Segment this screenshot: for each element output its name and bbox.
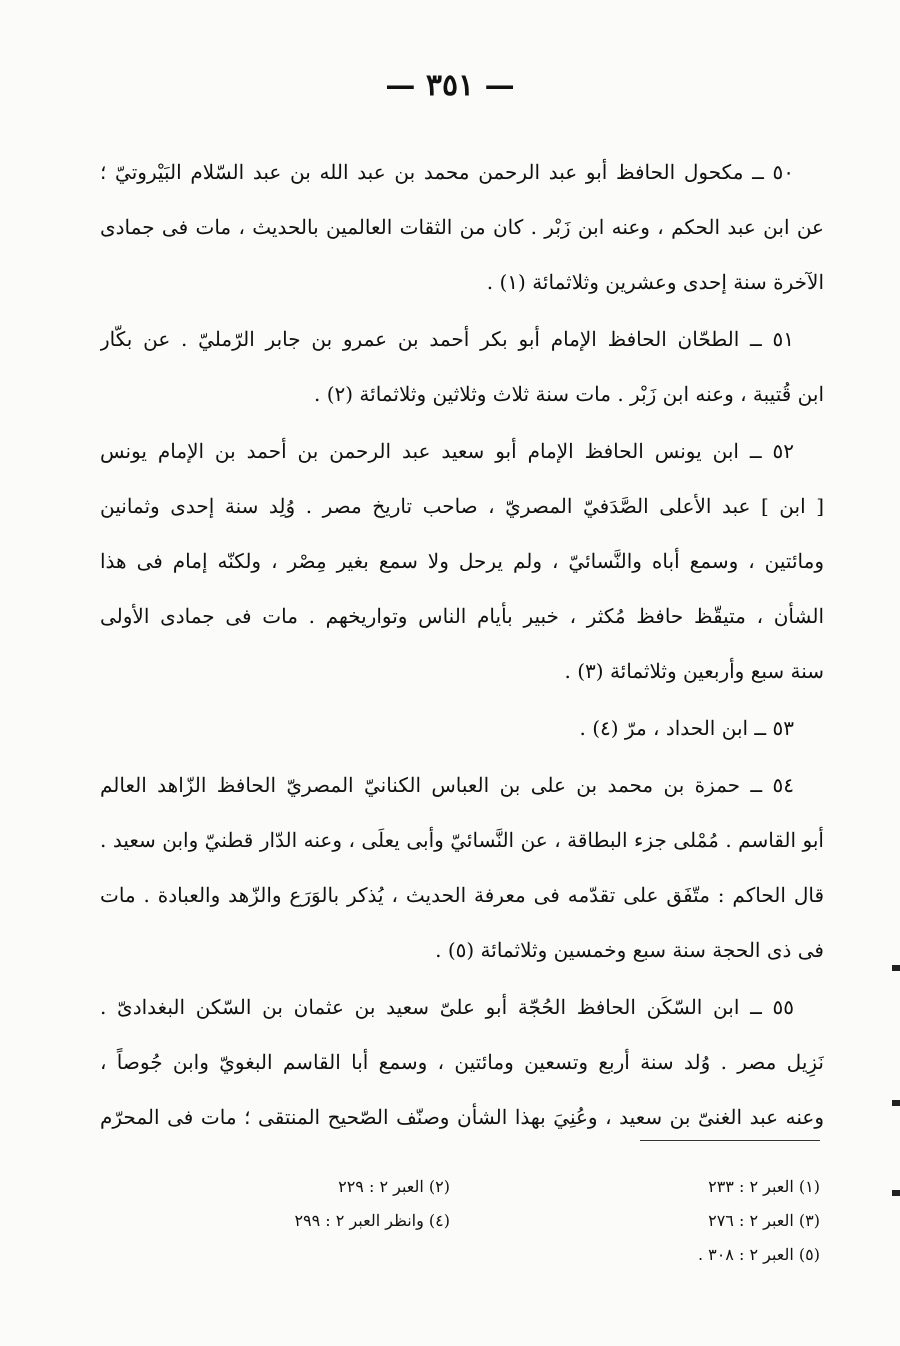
text-line: ٥١ ــ الطحّان الحافظ الإمام أبو بكر أحمد بن عمرو بن جابر الرّمليّ . عن بكّار [100, 327, 794, 351]
footnote-4: (٤) وانظر العبر ٢ : ٢٩٩ [294, 1211, 450, 1230]
footnote-1: (١) العبر ٢ : ٢٣٣ [708, 1177, 820, 1196]
footnotes-right-column [620, 1170, 820, 1272]
text-line: [ ابن ] عبد الأعلى الصَّدَفيّ المصريّ ، صاحب تاريخ مصر . وُلِد سنة إحدى وثمانين [100, 494, 824, 518]
text-line: ٥٣ ــ ابن الحداد ، مرّ (٤) . [579, 716, 794, 740]
entry-50 [100, 145, 824, 310]
page-number: — ٣٥١ — [385, 68, 515, 103]
text-line: ٥٤ ــ حمزة بن محمد بن على بن العباس الكنانيّ المصريّ الحافظ الزّاهد العالم [100, 773, 794, 797]
text-line: قال الحاكم : متّفَق على تقدّمه فى معرفة الحديث ، يُذكر بالوَرَع والزّهد والعبادة . مات [100, 883, 824, 907]
text-line: ٥٠ ــ مكحول الحافظ أبو عبد الرحمن محمد بن عبد الله بن عبد السّلام البَيْروتيّ ؛ [100, 160, 794, 184]
scan-edge-mark [892, 1100, 900, 1106]
text-line: ٥٥ ــ ابن السّكَن الحافظ الحُجّة أبو علىّ سعيد بن عثمان بن السّكن البغدادىّ . [100, 995, 794, 1019]
text-line: عن ابن عبد الحكم ، وعنه ابن زَبْر . كان من الثقات العالمين بالحديث ، مات فى جمادى [100, 215, 824, 239]
text-line: ابن قُتيبة ، وعنه ابن زَبْر . مات سنة ثلاث وثلاثين وثلاثمائة (٢) . [313, 382, 824, 406]
scan-edge-mark [892, 965, 900, 971]
text-line: وعنه عبد الغنىّ بن سعيد ، وعُنِيَ بهذا الشأن وصنّف الصّحيح المنتقى ؛ مات فى المحرّم [100, 1105, 824, 1129]
text-line: الشأن ، متيقّظ حافظ مُكثر ، خبير بأيام الناس وتواريخهم . مات فى جمادى الأولى [100, 604, 824, 628]
text-line: نَزِيل مصر . وُلد سنة أربع وتسعين ومائتين ، وسمع أبا القاسم البغويّ وابن جُوصاً ، [100, 1050, 824, 1074]
main-text [100, 145, 824, 1147]
footnote-2: (٢) العبر ٢ : ٢٢٩ [338, 1177, 450, 1196]
entry-51 [100, 312, 824, 422]
entry-52 [100, 424, 824, 699]
text-line: فى ذى الحجة سنة سبع وخمسين وثلاثمائة (٥) . [435, 938, 824, 962]
text-line: أبو القاسم . مُمْلى جزء البطاقة ، عن النَّسائيّ وأبى يعلَى ، وعنه الدّار قطنيّ وابن سعيد . [100, 828, 824, 852]
entry-54 [100, 758, 824, 978]
footnote-3: (٣) العبر ٢ : ٢٧٦ [708, 1211, 820, 1230]
entry-53 [100, 701, 824, 756]
entry-55 [100, 980, 824, 1145]
scan-edge-mark [892, 1190, 900, 1196]
text-line: الآخرة سنة إحدى وعشرين وثلاثمائة (١) . [486, 270, 824, 294]
footnote-divider [640, 1140, 820, 1141]
footnote-5: (٥) العبر ٢ : ٣٠٨ . [697, 1245, 820, 1264]
text-line: سنة سبع وأربعين وثلاثمائة (٣) . [564, 659, 824, 683]
text-line: ٥٢ ــ ابن يونس الحافظ الإمام أبو سعيد عبد الرحمن بن أحمد بن الإمام يونس [100, 439, 794, 463]
text-line: ومائتين ، وسمع أباه والنَّسائيّ ، ولم يرحل ولا سمع بغير مِصْر ، ولكنّه إمام فى هذا [100, 549, 824, 573]
footnotes-left-column [190, 1170, 450, 1238]
